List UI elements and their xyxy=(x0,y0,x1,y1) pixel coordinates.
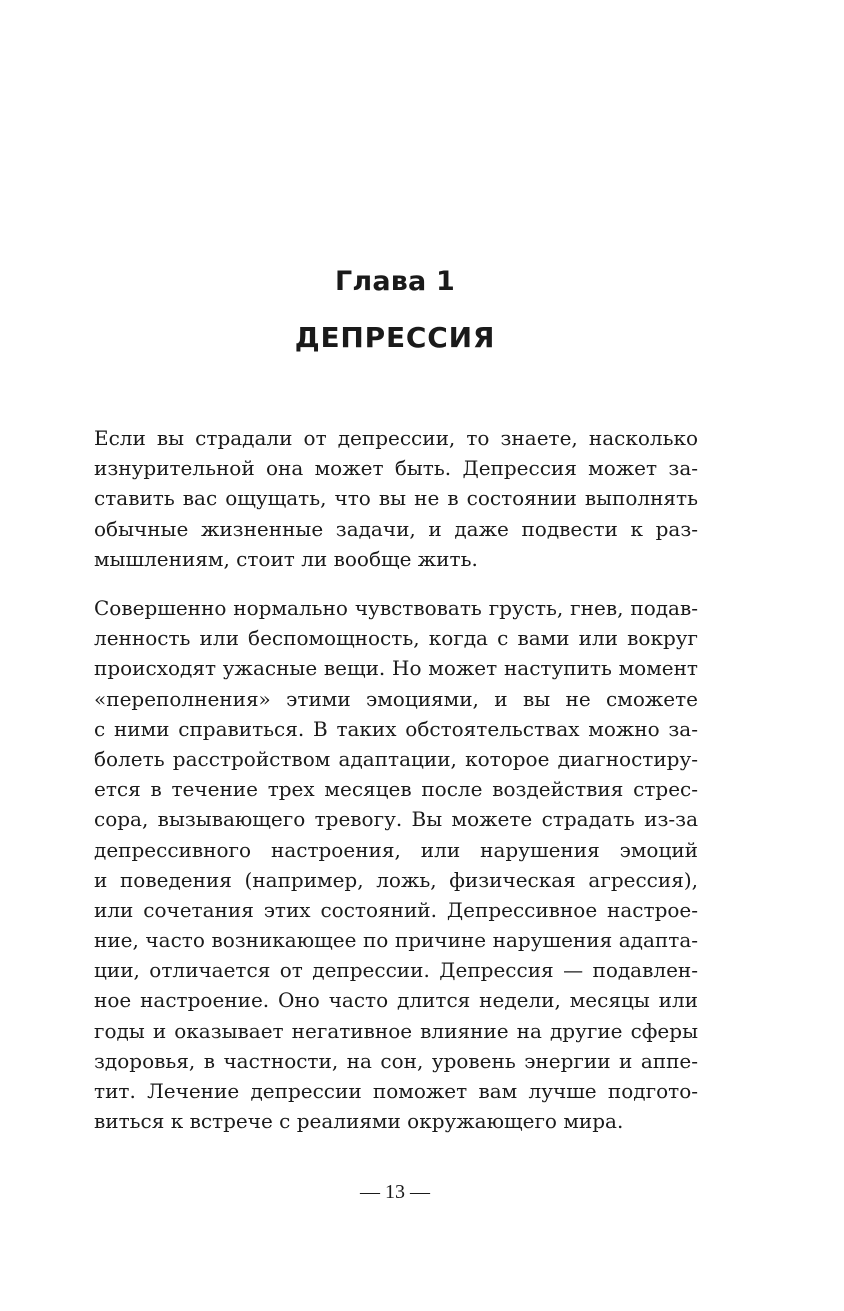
text-line: ется в течение трех месяцев после воздействия стрес- xyxy=(94,777,698,802)
text-line: с ними справиться. В таких обстоятельствах можно за- xyxy=(94,716,698,741)
text-line: ние, часто возникающее по причине нарушения адапта- xyxy=(94,928,698,953)
page-number: — 13 — xyxy=(360,1181,430,1203)
text-line: обычные жизненные задачи, и даже подвести к раз- xyxy=(94,516,698,541)
text-line: депрессивного настроения, или нарушения эмоций xyxy=(94,837,698,862)
text-line: Если вы страдали от депрессии, то знаете, насколько xyxy=(94,426,698,450)
text-line: мышлениям, стоит ли вообще жить. xyxy=(94,546,478,571)
text-line: ставить вас ощущать, что вы не в состоянии выполнять xyxy=(94,486,698,511)
text-line: ное настроение. Оно часто длится недели, месяцы или xyxy=(94,988,698,1013)
text-line: Совершенно нормально чувствовать грусть, гнев, подав- xyxy=(94,596,698,620)
text-line: тит. Лечение депрессии поможет вам лучше подгото- xyxy=(94,1079,698,1103)
chapter-label: Глава 1 xyxy=(334,266,456,297)
text-line: происходят ужасные вещи. Но может наступить момент xyxy=(94,656,698,681)
text-line: и поведения (например, ложь, физическая агрессия), xyxy=(94,867,698,892)
text-line: изнурительной она может быть. Депрессия может за- xyxy=(94,456,698,481)
paragraph-2 xyxy=(94,593,698,1136)
text-line: «переполнения» этими эмоциями, и вы не сможете xyxy=(94,686,698,711)
text-line: здоровья, в частности, на сон, уровень энергии и аппе- xyxy=(94,1048,698,1073)
text-line: ленность или беспомощность, когда с вами или вокруг xyxy=(94,626,698,651)
text-line: годы и оказывает негативное влияние на другие сферы xyxy=(94,1018,698,1043)
paragraph-1 xyxy=(94,423,698,574)
text-line: болеть расстройством адаптации, которое диагностиру- xyxy=(94,746,698,771)
text-line: виться к встрече с реалиями окружающего мира. xyxy=(94,1109,624,1134)
text-line: ции, отличается от депрессии. Депрессия — подавлен- xyxy=(94,958,698,983)
text-line: сора, вызывающего тревогу. Вы можете страдать из-за xyxy=(94,807,698,832)
chapter-title: ДЕПРЕССИЯ xyxy=(294,321,496,354)
text-line: или сочетания этих состояний. Депрессивное настрое- xyxy=(94,897,698,922)
